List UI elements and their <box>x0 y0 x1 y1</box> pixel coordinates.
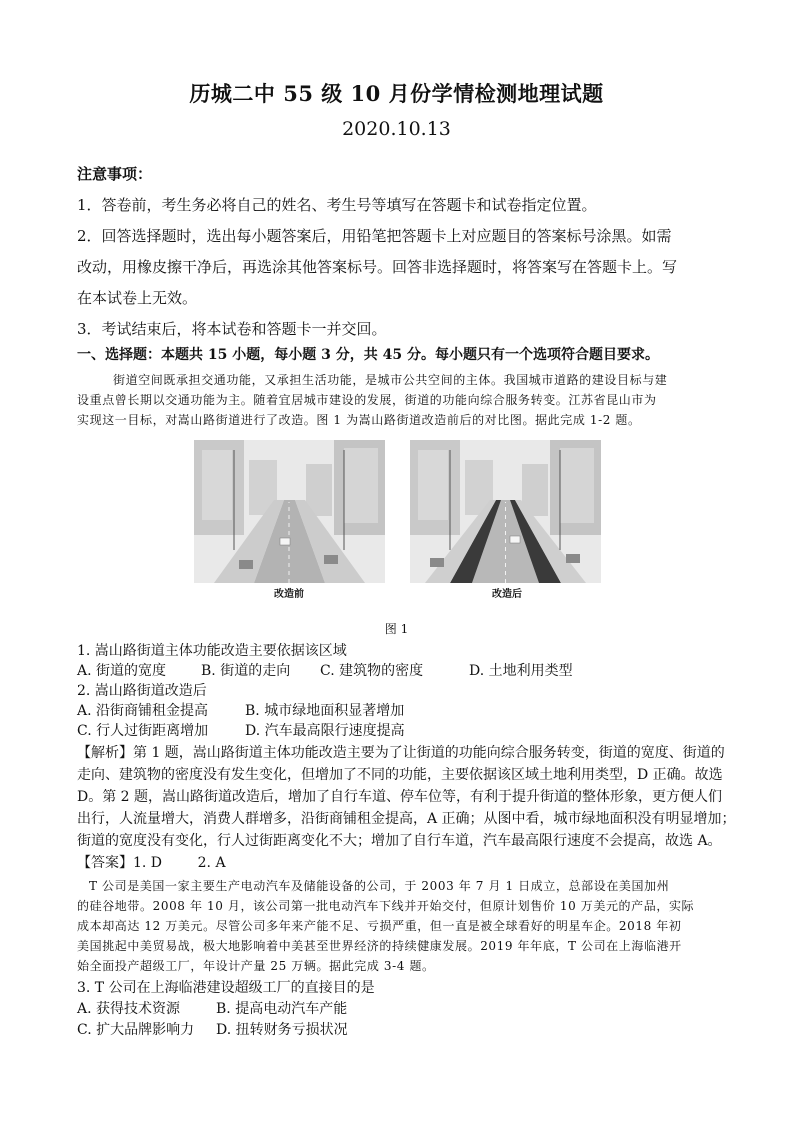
street-before-image <box>194 440 385 583</box>
q3-option-c: C. 扩大品牌影响力 <box>77 1022 195 1038</box>
analysis-line-1: 【解析】第 1 题，嵩山路街道主体功能改造主要为了让街道的功能向综合服务转变，街道的宽度、街道的 <box>77 745 725 761</box>
notice-line-5: 3．考试结束后，将本试卷和答题卡一并交回。 <box>77 320 387 338</box>
passage-2-line-3: 成本却高达 12 万美元。尽管公司多年来产能不足、亏损严重，但一直是被全球看好的明星车企。2018 年初 <box>77 919 682 933</box>
analysis-line-3: D。第 2 题，嵩山路街道改造后，增加了自行车道、停车位等，有利于提升街道的整体形象，更方便人们 <box>77 789 723 805</box>
passage-2-line-4: 美国挑起中美贸易战，极大地影响着中美甚至世界经济的持续健康发展。2019 年年底，T 公司在上海临港开 <box>77 939 682 953</box>
exam-date: 2020.10.13 <box>342 118 451 140</box>
caption-after: 改造后 <box>492 589 522 600</box>
q1-option-a: A. 街道的宽度 <box>77 663 167 679</box>
passage-1-line-3: 实现这一目标，对嵩山路街道进行了改造。图 1 为嵩山路街道改造前后的对比图。据此完成 1-2 题。 <box>77 413 641 427</box>
notice-line-3: 改动，用橡皮擦干净后，再选涂其他答案标号。回答非选择题时，将答案写在答题卡上。写 <box>77 258 678 276</box>
street-after-image <box>410 440 601 583</box>
q1-option-b: B. 街道的走向 <box>201 663 291 679</box>
q2-stem: 2. 嵩山路街道改造后 <box>77 683 207 699</box>
q2-option-c: C. 行人过街距离增加 <box>77 723 209 739</box>
q1-option-d: D. 土地利用类型 <box>469 663 573 679</box>
notice-line-4: 在本试卷上无效。 <box>77 289 198 307</box>
q3-option-a: A. 获得技术资源 <box>77 1001 181 1017</box>
q1-stem: 1. 嵩山路街道主体功能改造主要依据该区域 <box>77 643 347 659</box>
q1-option-c: C. 建筑物的密度 <box>320 663 424 679</box>
q3-option-b: B. 提高电动汽车产能 <box>216 1001 348 1017</box>
analysis-line-4: 出行，人流量增大，消费人群增多，沿街商铺租金提高，A 正确；从图中看，城市绿地面积没有明显增加； <box>77 811 736 827</box>
analysis-line-2: 走向、建筑物的密度没有发生变化，但增加了不同的功能，主要依据该区域土地利用类型，D 正确。故选 <box>77 767 723 783</box>
q2-option-a: A. 沿街商铺租金提高 <box>77 703 209 719</box>
answer-line: 【答案】1. D 2. A <box>77 855 226 871</box>
passage-2-line-1: T 公司是美国一家主要生产电动汽车及储能设备的公司，于 2003 年 7 月 1 日成立，总部设在美国加州 <box>89 879 670 893</box>
passage-1-line-1: 街道空间既承担交通功能，又承担生活功能，是城市公共空间的主体。我国城市道路的建设目标与建 <box>113 373 668 387</box>
passage-2-line-2: 的硅谷地带。2008 年 10 月，该公司第一批电动汽车下线并开始交付，但原计划售价 10 万美元的产品，实际 <box>77 899 695 913</box>
passage-2-line-5: 始全面投产超级工厂，年设计产量 25 万辆。据此完成 3-4 题。 <box>77 959 435 973</box>
figure-label: 图 1 <box>384 622 409 636</box>
notice-heading: 注意事项： <box>77 165 153 183</box>
caption-before: 改造前 <box>274 589 304 600</box>
q2-option-d: D. 汽车最高限行速度提高 <box>245 723 405 739</box>
notice-line-2: 2．回答选择题时，选出每小题答案后，用铅笔把答题卡上对应题目的答案标号涂黑。如需 <box>77 227 672 245</box>
q3-stem: 3. T 公司在上海临港建设超级工厂的直接目的是 <box>77 980 375 996</box>
notice-line-1: 1．答卷前，考生务必将自己的姓名、考生号等填写在答题卡和试卷指定位置。 <box>77 196 597 214</box>
analysis-line-5: 街道的宽度没有变化，行人过街距离变化不大；增加了自行车道，汽车最高限行速度不会提高，故选 A。 <box>77 833 722 849</box>
section-1-heading: 一、选择题：本题共 15 小题，每小题 3 分，共 45 分。每小题只有一个选项符合题目要求。 <box>77 347 659 363</box>
exam-title: 历城二中 55 级 10 月份学情检测地理试题 <box>189 81 604 106</box>
passage-1-line-2: 设重点曾长期以交通功能为主。随着宜居城市建设的发展，街道的功能向综合服务转变。江苏省昆山市为 <box>77 393 657 407</box>
q2-option-b: B. 城市绿地面积显著增加 <box>245 703 405 719</box>
q3-option-d: D. 扭转财务亏损状况 <box>216 1022 348 1038</box>
